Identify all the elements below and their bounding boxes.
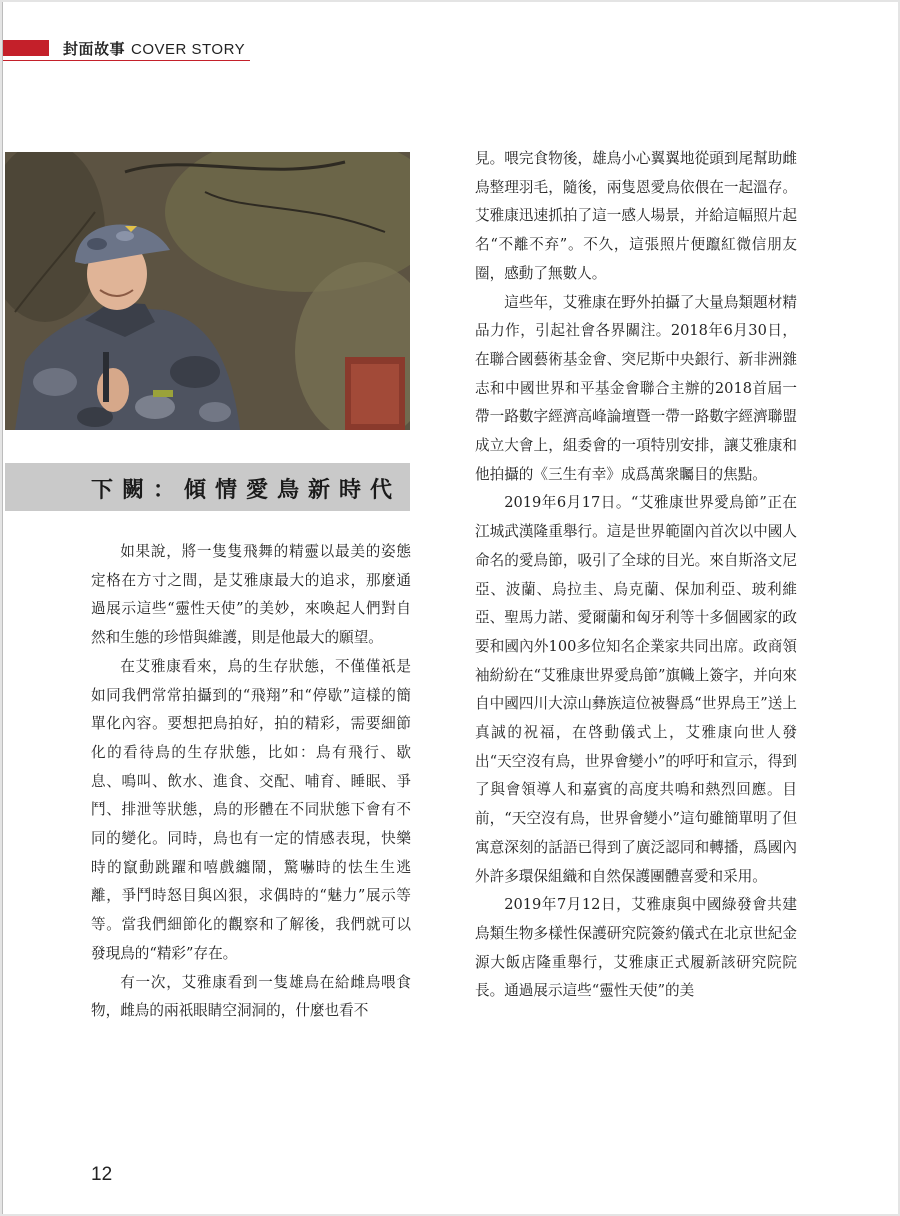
section-header <box>63 38 245 59</box>
paragraph: 這些年，艾雅康在野外拍攝了大量鳥類題材精品力作，引起社會各界關注。2018年6月30日，在聯合國藝術基金會、突尼斯中央銀行、新非洲雜志和中國世界和平基金會聯合主辦的2018首屆一帶一路數字經濟高峰論壇暨一帶一路數字經濟聯盟成立大會上，組委會的一項特別安排，讓艾雅康和他拍攝的《三生有幸》成爲萬衆矚目的焦點。 <box>475 293 797 483</box>
paragraph: 在艾雅康看來，鳥的生存狀態，不僅僅祇是如同我們常常拍攝到的“飛翔”和“停歇”這樣的簡單化內容。要想把鳥拍好，拍的精彩，需要細節化的看待鳥的生存狀態，比如：鳥有飛行、歇息、鳴叫、飲水、進食、交配、哺育、睡眠、爭鬥、排泄等狀態，鳥的形體在不同狀態下會有不同的變化。同時，鳥也有一定的情感表現，快樂時的竄動跳躍和嘻戲纏鬧，驚嚇時的怯生生逃離，爭鬥時怒目與凶狠，求偶時的“魅力”展示等等。當我們細節化的觀察和了解後，我們就可以發現鳥的“精彩”存在。 <box>91 657 411 962</box>
section-subheading-band <box>5 463 410 511</box>
right-text-column <box>475 145 797 1006</box>
magazine-page <box>2 2 898 1214</box>
left-text-column <box>91 538 411 1026</box>
paragraph: 2019年7月12日，艾雅康與中國綠發會共建鳥類生物多樣性保護研究院簽約儀式在北京世紀金源大飯店隆重舉行，艾雅康正式履新該研究院院長。通過展示這些“靈性天使”的美 <box>475 896 797 1000</box>
section-subheading: 下闕：傾情愛鳥新時代 <box>91 477 402 503</box>
photographer-portrait-illustration <box>5 152 410 430</box>
section-title-en: COVER STORY <box>131 41 246 58</box>
page-number: 12 <box>91 1164 113 1185</box>
cover-photo <box>5 152 410 430</box>
paragraph: 如果說，將一隻隻飛舞的精靈以最美的姿態定格在方寸之間，是艾雅康最大的追求，那麼通過展示這些“靈性天使”的美妙，來喚起人們對自然和生態的珍惜與維護，則是他最大的願望。 <box>91 543 411 647</box>
section-color-bar <box>3 40 49 56</box>
section-title-cn: 封面故事 <box>63 41 126 58</box>
paragraph-continuation: 見。喂完食物後，雄鳥小心翼翼地從頭到尾幫助雌鳥整理羽毛，隨後，兩隻恩愛鳥依偎在一起溫存。艾雅康迅速抓拍了這一感人場景，并給這幅照片起名“不離不弃”。不久，這張照片便躥紅微信朋友圈，感動了無數人。 <box>475 150 797 282</box>
section-underline <box>3 60 250 61</box>
paragraph: 2019年6月17日。“艾雅康世界愛鳥節”正在江城武漢隆重舉行。這是世界範圍內首次以中國人命名的愛鳥節，吸引了全球的目光。來自斯洛文尼亞、波蘭、烏拉圭、烏克蘭、保加利亞、玻利維亞、聖馬力諾、愛爾蘭和匈牙利等十多個國家的政要和國內外100多位知名企業家共同出席。政商領袖紛紛在“艾雅康世界愛鳥節”旗幟上簽字，并向來自中國四川大涼山彝族這位被譽爲“世界鳥王”送上真誠的祝福，在啓動儀式上，艾雅康向世人發出“天空沒有鳥，世界會變小”的呼吁和宣示，得到了與會領導人和嘉賓的高度共鳴和熱烈回應。目前，“天空沒有鳥，世界會變小”這句雖簡單明了但寓意深刻的話語已得到了廣泛認同和轉播，爲國內外許多環保組織和自然保護團體喜愛和采用。 <box>475 494 797 885</box>
paragraph: 有一次，艾雅康看到一隻雄鳥在給雌鳥喂食物，雌鳥的兩祇眼睛空洞洞的，什麼也看不 <box>91 973 411 1020</box>
